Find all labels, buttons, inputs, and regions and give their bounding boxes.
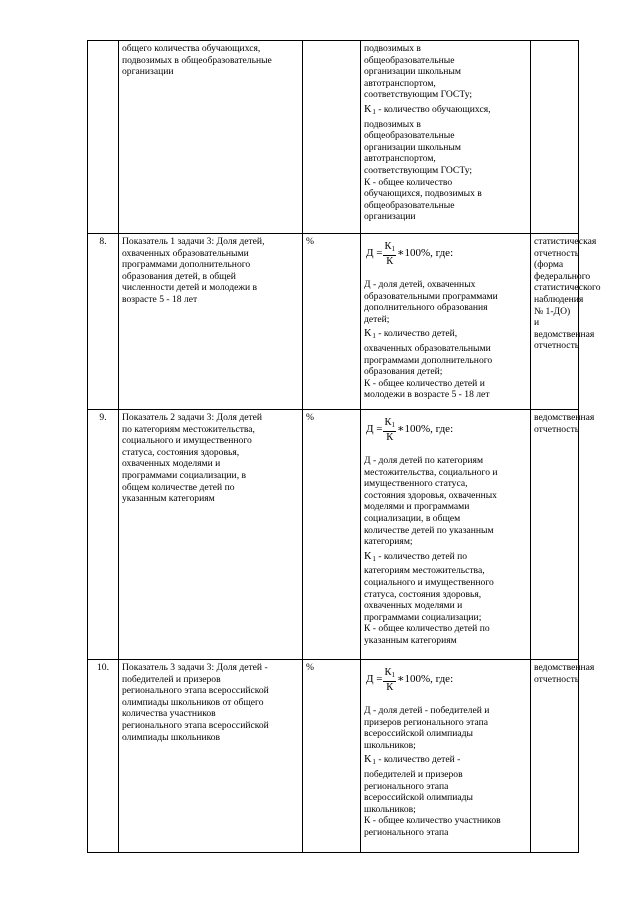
description-line: Д - доля детей по категориям — [364, 455, 484, 466]
source-cell — [531, 41, 579, 234]
description-line: указанным категориям — [364, 634, 457, 646]
formula-denominator: К — [386, 431, 394, 443]
description-line: образования детей; — [364, 366, 443, 378]
indicators-table-body — [88, 41, 601, 853]
source-cell — [531, 410, 595, 660]
description-line: регионального этапа — [364, 826, 449, 838]
formula-rhs: ∗100%, где: — [396, 673, 454, 686]
formula — [366, 237, 527, 271]
description-line: школьников; — [364, 739, 416, 751]
k1-symbol: К — [364, 549, 372, 562]
description-line: организации — [364, 211, 416, 223]
source-line: отчетность — [534, 247, 580, 259]
formula-denominator: К — [386, 681, 394, 693]
description-line: призеров регионального этапа — [364, 716, 488, 728]
formula-cell — [361, 410, 531, 660]
formula-lhs: Д = — [366, 673, 383, 686]
description-line: молодежи в возрасте 5 - 18 лет — [364, 389, 490, 401]
indicator-name-cell — [119, 410, 303, 660]
indicator-name-line: общем количестве детей по — [122, 481, 235, 493]
indicator-name-line: подвозимых в общеобразовательные — [122, 54, 272, 66]
indicator-name-line: социального и имущественного — [122, 435, 252, 447]
indicator-name-cell — [119, 660, 303, 853]
description-line: дополнительного образования — [364, 302, 488, 314]
description-line: школьников; — [364, 803, 416, 815]
formula-lhs: Д = — [366, 423, 383, 436]
k1-text: - количество детей - — [378, 754, 461, 766]
formula-numerator: К — [384, 666, 392, 678]
indicator-name-line: победителей и призеров — [122, 673, 221, 685]
indicator-name-line: охваченных моделями и — [122, 458, 221, 470]
description-line: количестве детей по указанным — [364, 524, 494, 536]
description-line: категориям местожительства, — [364, 565, 485, 577]
description-line: общеобразовательные — [364, 199, 455, 211]
description-line: программами социализации; — [364, 611, 482, 623]
formula — [366, 663, 527, 697]
description-line: К - общее количество участников — [364, 815, 501, 827]
source-line: отчетность — [534, 423, 580, 435]
description-line: организации школьным — [364, 141, 461, 153]
description-line: К - общее количество детей и — [364, 377, 485, 389]
description-line: имущественного статуса, — [364, 478, 468, 490]
source-cell — [531, 234, 601, 410]
description-line: регионального этапа — [364, 780, 449, 792]
indicator-name-line: программами социализации, в — [122, 469, 247, 481]
formula-cell — [361, 234, 531, 410]
indicator-name-line: образования детей, в общей — [122, 270, 236, 282]
formula — [366, 413, 527, 447]
description-line: охваченных образовательными — [364, 342, 491, 354]
source-line: ведомственная — [534, 412, 595, 423]
description-line: всероссийской олимпиады — [364, 728, 474, 740]
unit-cell — [303, 41, 361, 234]
source-cell — [531, 660, 595, 853]
k1-definition — [364, 101, 527, 119]
indicators-table — [87, 40, 601, 853]
indicator-name-cell — [119, 41, 303, 234]
indicator-name-line: олимпиады школьников от общего — [122, 696, 264, 708]
indicator-name-line: по категориям местожительства, — [122, 423, 255, 435]
description-line: победителей и призеров — [364, 768, 463, 780]
row-number-cell: 8. — [88, 234, 119, 410]
indicator-name-line: олимпиады школьников — [122, 731, 221, 743]
formula-rhs: ∗100%, где: — [396, 423, 454, 436]
source-line: федерального — [534, 270, 591, 282]
source-line: наблюдения — [534, 293, 584, 305]
description-line: общеобразовательные — [364, 130, 455, 142]
k1-definition — [364, 325, 527, 343]
indicator-name-line: количества участников — [122, 708, 216, 720]
description-line: программами дополнительного — [364, 354, 493, 366]
description-line: соответствующим ГОСТу; — [364, 164, 473, 176]
indicator-name-line: регионального этапа всероссийской — [122, 685, 269, 697]
description-line: статуса, состояния здоровья, — [364, 588, 482, 600]
description-line: организации школьным — [364, 66, 461, 78]
indicator-name-line: численности детей и молодежи в — [122, 282, 258, 294]
description-line: К - общее количество — [364, 176, 453, 188]
description-line: местожительства, социального и — [364, 466, 498, 478]
row-number-cell — [88, 41, 119, 234]
description-line: Д - доля детей - победителей и — [364, 705, 490, 716]
table-row — [88, 660, 579, 853]
description-line: обучающихся, подвозимых в — [364, 188, 482, 200]
source-line: ведомственная — [534, 662, 595, 673]
indicator-name-line: программами дополнительного — [122, 259, 251, 271]
indicator-name-line: организации — [122, 66, 174, 78]
table-row — [88, 410, 579, 660]
source-line: (форма — [534, 259, 564, 271]
formula-denominator: К — [386, 255, 394, 267]
k1-text: - количество детей по — [378, 550, 468, 562]
source-line: отчетность — [534, 340, 580, 352]
formula-rhs: ∗100%, где: — [396, 247, 454, 260]
k1-symbol: К — [364, 327, 372, 340]
indicator-name-line: общего количества обучающихся, — [122, 43, 261, 54]
indicator-name-line: Показатель 3 задачи 3: Доля детей - — [122, 662, 268, 673]
formula-cell — [361, 660, 531, 853]
description-line: подвозимых в — [364, 43, 421, 54]
row-number-cell: 9. — [88, 410, 119, 660]
description-line: социализации, в общем — [364, 512, 461, 524]
description-line: общеобразовательные — [364, 54, 455, 66]
k1-subscript: 1 — [372, 554, 376, 563]
unit-cell: % — [303, 234, 361, 410]
unit-cell: % — [303, 660, 361, 853]
unit-cell: % — [303, 410, 361, 660]
source-line: № 1-ДО) и — [534, 305, 571, 329]
description-line: подвозимых в — [364, 118, 421, 130]
k1-subscript: 1 — [372, 107, 376, 116]
indicator-name-line: Показатель 1 задачи 3: Доля детей, — [122, 236, 265, 247]
indicator-name-line: Показатель 2 задачи 3: Доля детей — [122, 412, 263, 423]
formula-numerator-subscript: 1 — [391, 420, 395, 429]
description-line: Д - доля детей, охваченных — [364, 279, 476, 290]
indicator-name-line: возрасте 5 - 18 лет — [122, 293, 198, 305]
description-line: автотранспортом, — [364, 153, 436, 165]
formula-numerator: К — [384, 240, 392, 252]
indicator-name-line: регионального этапа всероссийской — [122, 719, 269, 731]
indicator-name-line: статуса, состояния здоровья, — [122, 446, 240, 458]
description-line: образовательными программами — [364, 290, 498, 302]
source-line: статистического — [534, 282, 601, 294]
description-line: всероссийской олимпиады — [364, 792, 474, 804]
description-line: соответствующим ГОСТу; — [364, 89, 473, 101]
description-line: категориям; — [364, 536, 413, 548]
indicator-name-cell — [119, 234, 303, 410]
formula-fraction — [383, 667, 396, 694]
source-line: ведомственная — [534, 328, 595, 340]
description-line: социального и имущественного — [364, 576, 494, 588]
source-line: отчетность — [534, 673, 580, 685]
description-line: моделями и программами — [364, 501, 470, 513]
description-line: автотранспортом, — [364, 77, 436, 89]
k1-symbol: К — [364, 753, 372, 766]
description-line: детей; — [364, 313, 390, 325]
row-number-cell: 10. — [88, 660, 119, 853]
k1-definition — [364, 548, 527, 566]
formula-numerator: К — [384, 416, 392, 428]
k1-subscript: 1 — [372, 332, 376, 341]
k1-definition — [364, 751, 527, 769]
formula-numerator-subscript: 1 — [391, 244, 395, 253]
formula-fraction — [383, 241, 396, 268]
formula-lhs: Д = — [366, 247, 383, 260]
k1-text: - количество обучающихся, — [378, 103, 491, 115]
description-line: К - общее количество детей по — [364, 623, 490, 635]
description-line: охваченных моделями и — [364, 600, 463, 612]
k1-subscript: 1 — [372, 758, 376, 767]
source-line: статистическая — [534, 236, 597, 247]
table-row — [88, 234, 579, 410]
formula-numerator-subscript: 1 — [391, 670, 395, 679]
formula-cell — [361, 41, 531, 234]
indicator-name-line: охваченных образовательными — [122, 247, 249, 259]
formula-fraction — [383, 417, 396, 444]
k1-text: - количество детей, — [378, 328, 458, 340]
k1-symbol: К — [364, 102, 372, 115]
indicator-name-line: указанным категориям — [122, 493, 215, 505]
table-row — [88, 41, 579, 234]
description-line: состояния здоровья, охваченных — [364, 489, 497, 501]
